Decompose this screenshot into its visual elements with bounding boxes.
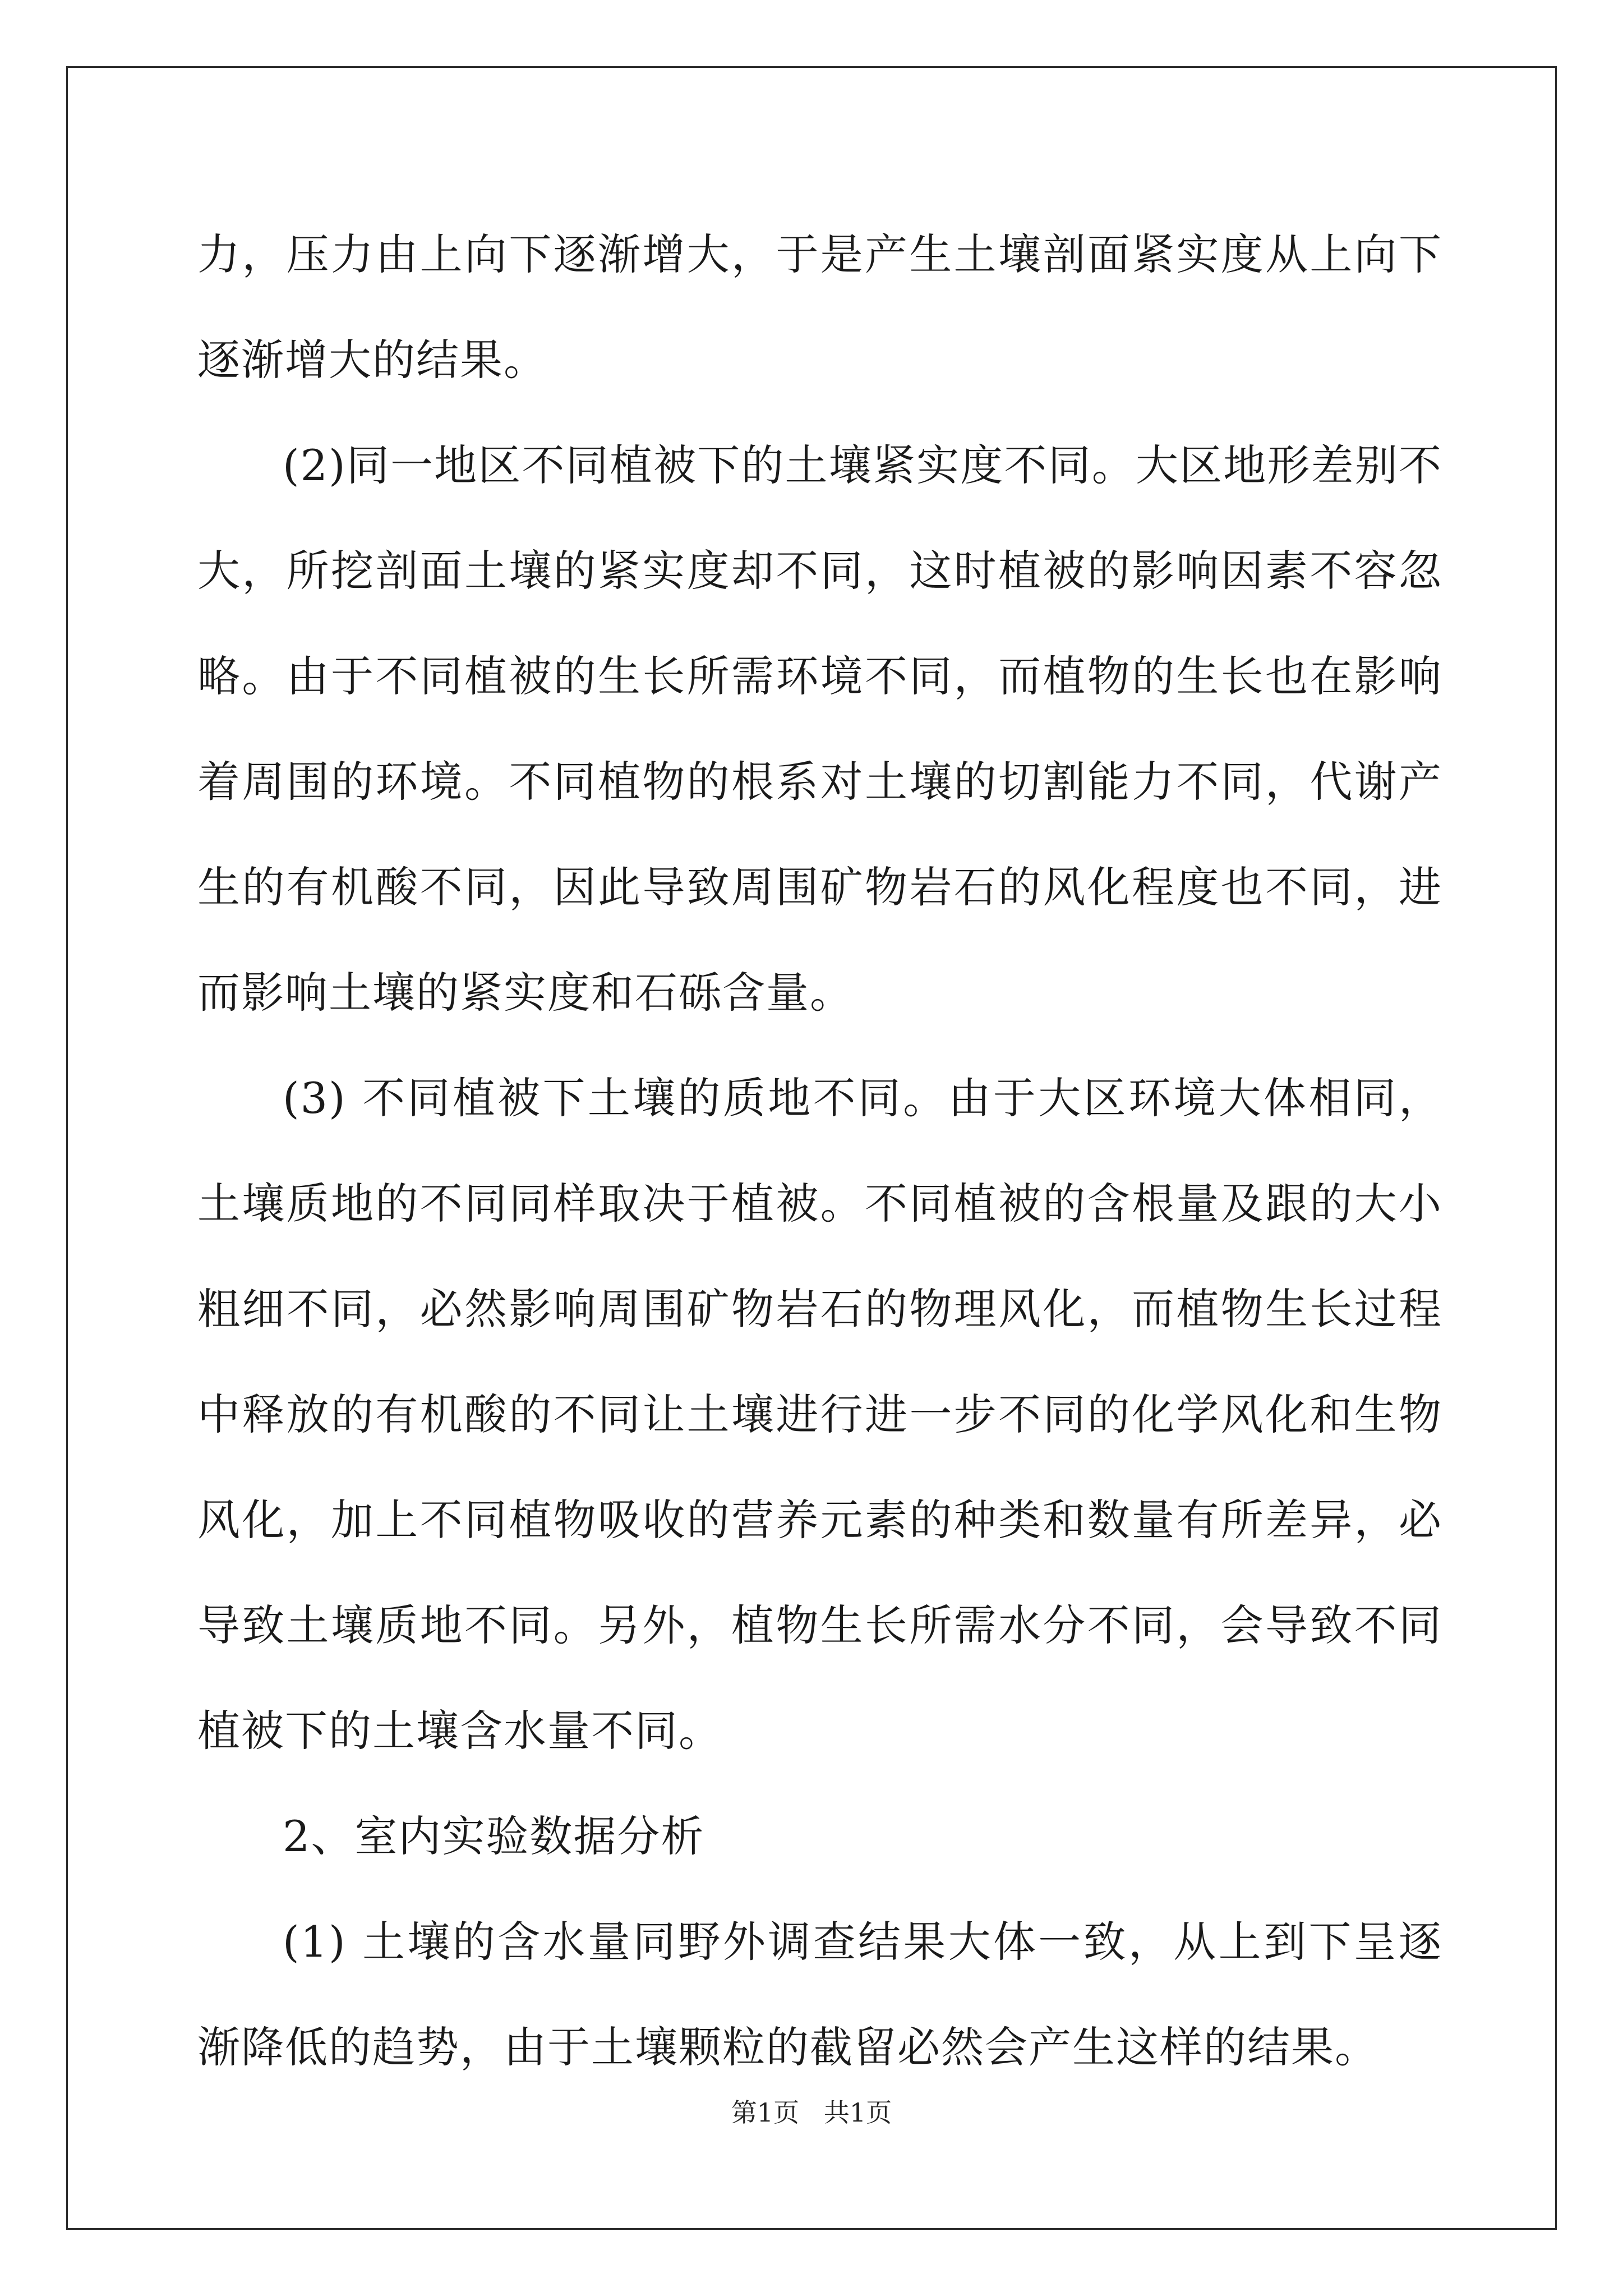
- section-heading: 2、室内实验数据分析: [283, 1811, 705, 1861]
- page-footer: 第1页 共1页: [731, 2097, 892, 2128]
- document-body: [197, 202, 1442, 2100]
- paragraph-item-1: (1) 土壤的含水量同野外调查结果大体一致，从上到下呈逐渐降低的趋势，由于土壤颗粒的截留必然会产生这样的结果。: [197, 1917, 1442, 2072]
- paragraph-item-3: (3) 不同植被下土壤的质地不同。由于大区环境大体相同，土壤质地的不同同样取决于植被。不同植被的含根量及跟的大小粗细不同，必然影响周围矿物岩石的物理风化，而植物生长过程中释放的有机酸的不同让土壤进行进一步不同的化学风化和生物风化，加上不同植物吸收的营养元素的种类和数量有所差异，必导致土壤质地不同。另外，植物生长所需水分不同，会导致不同植被下的土壤含水量不同。: [197, 1073, 1442, 1756]
- paragraph-item-2: (2)同一地区不同植被下的土壤紧实度不同。大区地形差别不大，所挖剖面土壤的紧实度却不同，这时植被的影响因素不容忽略。由于不同植被的生长所需环境不同，而植物的生长也在影响着周围的环境。不同植物的根系对土壤的切割能力不同，代谢产生的有机酸不同，因此导致周围矿物岩石的风化程度也不同，进而影响土壤的紧实度和石砾含量。: [197, 440, 1442, 1018]
- paragraph-continuation: 力，压力由上向下逐渐增大，于是产生土壤剖面紧实度从上向下逐渐增大的结果。: [197, 229, 1442, 385]
